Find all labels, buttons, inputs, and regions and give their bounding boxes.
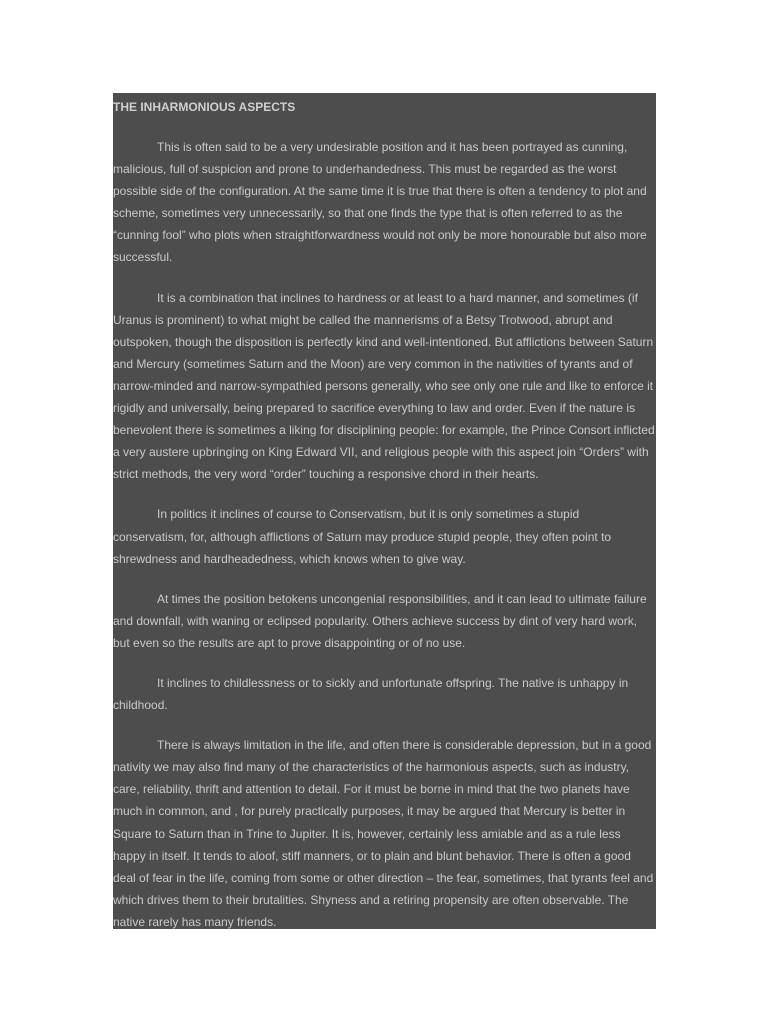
paragraph: At times the position betokens uncongenial responsibilities, and it can lead to ultimate failure and downfall, with waning or eclipsed popularity. Others achieve success by dint of very hard work, but even so the results are apt to prove disappointing or of no use. xyxy=(113,591,647,650)
paragraph: In politics it inclines of course to Conservatism, but it is only sometimes a stupid conservatism, for, although afflictions of Saturn may produce stupid people, they often point to shrewdness and hardheadedness, which knows when to give way. xyxy=(113,507,612,566)
paragraph: It inclines to childlessness or to sickly and unfortunate offspring. The native is unhappy in childhood. xyxy=(113,675,629,713)
paragraph: It is a combination that inclines to hardness or at least to a hard manner, and sometimes (if Uranus is prominent) to what might be called the mannerisms of a Betsy Trotwood, abrupt and outspoken, though the disposition is perfectly kind and well-intentioned. But afflictions between Saturn and Mercury (sometimes Saturn and the Moon) are very common in the nativities of tyrants and of narrow-minded and narrow-sympathied persons generally, who see only one rule and like to enforce it rigidly and universally, being prepared to sacrifice everything to law and order. Even if the nature is benevolent there is sometimes a liking for disciplining people: for example, the Prince Consort inflicted a very austere upbringing on King Edward VII, and religious people with this aspect join “Orders” with strict methods, the very word “order” touching a responsive chord in their hearts. xyxy=(113,290,655,482)
document-page xyxy=(113,93,656,929)
document-body xyxy=(113,96,656,929)
document-title: THE INHARMONIOUS ASPECTS xyxy=(113,100,296,114)
paragraph: There is always limitation in the life, and often there is considerable depression, but in a good nativity we may also find many of the characteristics of the harmonious aspects, such as industry, care, reliability, thrift and attention to detail. For it must be borne in mind that the two planets have much in common, and , for purely practically purposes, it may be argued that Mercury is better in Square to Saturn than in Trine to Jupiter. It is, however, certainly less amiable and as a rule less happy in itself. It tends to aloof, stiff manners, or to plain and blunt behavior. There is often a good deal of fear in the life, coming from some or other direction – the fear, sometimes, that tyrants feel and which drives them to their brutalities. Shyness and a retiring propensity are often observable. The native rarely has many friends. xyxy=(113,738,654,929)
paragraph: This is often said to be a very undesirable position and it has been portrayed as cunning, malicious, full of suspicion and prone to underhandedness. This must be regarded as the worst possible side of the configuration. At the same time it is true that there is often a tendency to plot and scheme, sometimes very unnecessarily, so that one finds the type that is often referred to as the “cunning fool” who plots when straightforwardness would not only be more honourable but also more successful. xyxy=(113,140,647,265)
